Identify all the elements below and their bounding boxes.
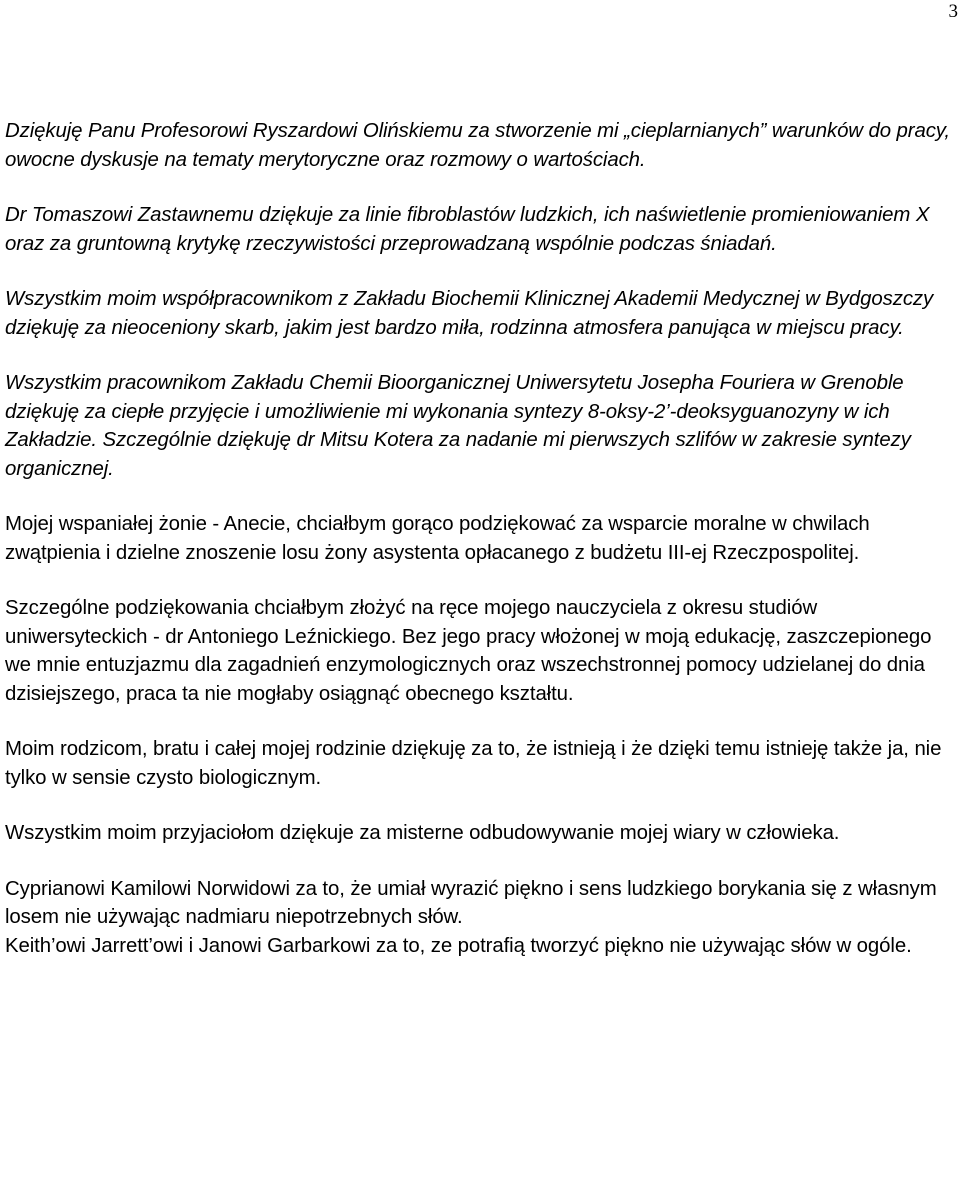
acknowledgements-body [5,117,960,960]
paragraph-teacher: Szczególne podziękowania chciałbym złożyć na ręce mojego nauczyciela z okresu studiów uniwersyteckich - dr Antoniego Leźnickiego. Bez jego pracy włożonej w moją edukację, zaszczepionego we mnie entuzjazmu dla zagadnień enzymologicznych oraz wszechstronnej pomocy udzielanej do dnia dzisiejszego, praca ta nie mogłaby osiągnąć obecnego kształtu. [5,597,932,705]
paragraph-grenoble: Wszystkim pracownikom Zakładu Chemii Bioorganicznej Uniwersytetu Josepha Fouriera w Grenoble dziękuję za ciepłe przyjęcie i umożliwienie mi wykonania syntezy 8-oksy-2’-deoksyguanozyny w ich Zakładzie. Szczególnie dziękuję dr Mitsu Kotera za nadanie mi pierwszych szlifów w zakresie syntezy organicznej. [5,372,911,480]
paragraph-wife: Mojej wspaniałej żonie - Anecie, chciałbym gorąco podziękować za wsparcie moralne w chwilach zwątpienia i dzielne znoszenie losu żony asystenta opłacanego z budżetu III-ej Rzeczpospolitej. [5,513,870,564]
paragraph-family: Moim rodzicom, bratu i całej mojej rodzinie dziękuję za to, że istnieją i że dzięki temu istnieję także ja, nie tylko w sensie czysto biologicznym. [5,738,942,789]
page-number: 3 [948,1,958,22]
paragraph-jarrett-garbarek: Keith’owi Jarrett’owi i Janowi Garbarkowi za to, ze potrafią tworzyć piękno nie używając słów w ogóle. [5,934,912,957]
paragraph-bydgoszcz-coworkers: Wszystkim moim współpracownikom z Zakładu Biochemii Klinicznej Akademii Medycznej w Bydgoszczy dziękuję za nieoceniony skarb, jakim jest bardzo miła, rodzinna atmosfera panująca w miejscu pracy. [5,288,934,339]
paragraph-norwid: Cyprianowi Kamilowi Norwidowi za to, że umiał wyrazić piękno i sens ludzkiego borykania się z własnym losem nie używając nadmiaru niepotrzebnych słów. [5,877,937,928]
paragraph-friends: Wszystkim moim przyjaciołom dziękuje za misterne odbudowywanie mojej wiary w człowieka. [5,822,840,844]
paragraph-olinski: Dziękuję Panu Profesorowi Ryszardowi Olińskiemu za stworzenie mi „cieplarnianych” warunków do pracy, owocne dyskusje na tematy merytoryczne oraz rozmowy o wartościach. [5,120,950,171]
paragraph-zastawny: Dr Tomaszowi Zastawnemu dziękuje za linie fibroblastów ludzkich, ich naświetlenie promieniowaniem X oraz za gruntowną krytykę rzeczywistości przeprowadzaną wspólnie podczas śniadań. [5,204,930,255]
